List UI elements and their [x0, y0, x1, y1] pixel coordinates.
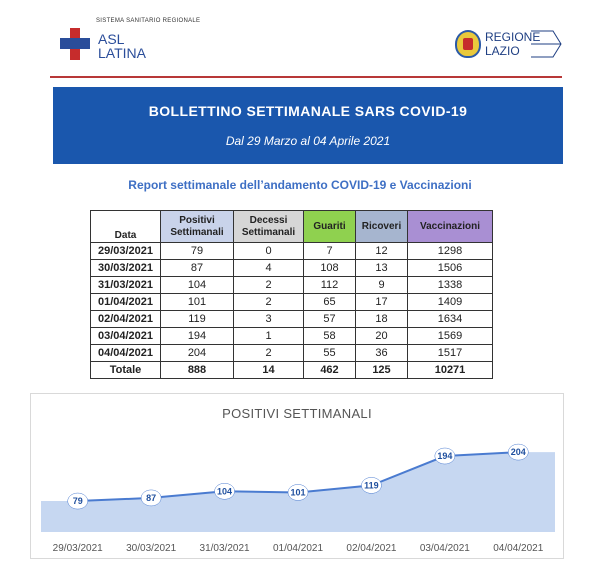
x-tick-label: 29/03/2021 [52, 543, 103, 554]
cell-positivi: 87 [161, 260, 234, 277]
asl-name-line2: LATINA [98, 45, 146, 61]
total-label: Totale [91, 362, 161, 379]
report-title: Report settimanale dell’andamento COVID-19 e Vaccinazioni [128, 178, 472, 192]
cell-guariti: 65 [304, 294, 356, 311]
total-positivi: 888 [161, 362, 234, 379]
asl-name [98, 32, 146, 60]
header-decessi: Decessi Settimanali [234, 211, 304, 243]
total-guariti: 462 [304, 362, 356, 379]
table-header-row [91, 211, 493, 243]
cell-ricoveri: 20 [356, 328, 408, 345]
lazio-stripes-icon [531, 28, 563, 60]
cell-ricoveri: 12 [356, 243, 408, 260]
cell-date: 02/04/2021 [91, 311, 161, 328]
lazio-emblem-icon [455, 30, 481, 58]
x-tick-label: 02/04/2021 [346, 543, 397, 554]
total-ricoveri: 125 [356, 362, 408, 379]
table-row [91, 260, 493, 277]
cell-decessi: 3 [234, 311, 304, 328]
table-total-row [91, 362, 493, 379]
banner-title: BOLLETTINO SETTIMANALE SARS COVID-19 [148, 103, 468, 119]
table-row [91, 294, 493, 311]
x-tick-label: 31/03/2021 [199, 543, 250, 554]
cell-vaccinazioni: 1569 [408, 328, 493, 345]
cell-date: 03/04/2021 [91, 328, 161, 345]
x-tick-label: 03/04/2021 [419, 543, 470, 554]
data-label: 104 [217, 486, 233, 497]
table-body [91, 243, 493, 362]
cell-ricoveri: 36 [356, 345, 408, 362]
data-label: 101 [290, 487, 306, 498]
header-guariti: Guariti [304, 211, 356, 243]
cell-vaccinazioni: 1634 [408, 311, 493, 328]
cell-guariti: 112 [304, 277, 356, 294]
cell-guariti: 57 [304, 311, 356, 328]
cell-decessi: 0 [234, 243, 304, 260]
asl-subtitle: SISTEMA SANITARIO REGIONALE [96, 18, 201, 24]
cell-ricoveri: 13 [356, 260, 408, 277]
cell-positivi: 101 [161, 294, 234, 311]
data-label: 79 [72, 496, 83, 507]
page-header [0, 0, 600, 80]
cell-decessi: 1 [234, 328, 304, 345]
data-label: 204 [510, 447, 526, 458]
cell-positivi: 104 [161, 277, 234, 294]
x-tick-label: 01/04/2021 [272, 543, 324, 554]
table-row [91, 328, 493, 345]
positivi-chart [31, 394, 565, 560]
lazio-text-line1: REGIONE [485, 30, 541, 44]
header-ricoveri: Ricoveri [356, 211, 408, 243]
header-divider [50, 76, 562, 78]
cell-date: 04/04/2021 [91, 345, 161, 362]
cell-vaccinazioni: 1298 [408, 243, 493, 260]
cell-decessi: 2 [234, 294, 304, 311]
cell-decessi: 2 [234, 277, 304, 294]
cell-date: 29/03/2021 [91, 243, 161, 260]
header-data: Data [91, 211, 161, 243]
cell-guariti: 108 [304, 260, 356, 277]
asl-name-line1: ASL [98, 31, 125, 47]
x-tick-label: 30/03/2021 [126, 543, 177, 554]
cell-date: 01/04/2021 [91, 294, 161, 311]
cell-guariti: 58 [304, 328, 356, 345]
weekly-data-table [90, 210, 493, 379]
cell-positivi: 119 [161, 311, 234, 328]
cell-ricoveri: 17 [356, 294, 408, 311]
positivi-chart-card [30, 393, 564, 559]
cell-decessi: 2 [234, 345, 304, 362]
cell-positivi: 79 [161, 243, 234, 260]
cell-date: 30/03/2021 [91, 260, 161, 277]
header-vaccinazioni: Vaccinazioni [408, 211, 493, 243]
cell-positivi: 204 [161, 345, 234, 362]
data-label: 194 [437, 451, 453, 462]
regione-lazio-logo [455, 28, 565, 64]
total-vaccinazioni: 10271 [408, 362, 493, 379]
table-row [91, 277, 493, 294]
cell-vaccinazioni: 1338 [408, 277, 493, 294]
data-label: 119 [364, 480, 379, 491]
cell-guariti: 7 [304, 243, 356, 260]
total-decessi: 14 [234, 362, 304, 379]
header-positivi: Positivi Settimanali [161, 211, 234, 243]
cell-vaccinazioni: 1506 [408, 260, 493, 277]
banner-subtitle: Dal 29 Marzo al 04 Aprile 2021 [225, 134, 391, 148]
cell-date: 31/03/2021 [91, 277, 161, 294]
data-label: 87 [146, 492, 157, 503]
table-row [91, 345, 493, 362]
table-row [91, 243, 493, 260]
cell-positivi: 194 [161, 328, 234, 345]
title-banner [53, 87, 563, 164]
lazio-text-line2: LAZIO [485, 44, 520, 58]
table-row [91, 311, 493, 328]
asl-cross-logo-icon [60, 28, 90, 60]
chart-title: POSITIVI SETTIMANALI [222, 406, 372, 421]
cell-vaccinazioni: 1409 [408, 294, 493, 311]
cell-decessi: 4 [234, 260, 304, 277]
cell-guariti: 55 [304, 345, 356, 362]
x-tick-label: 04/04/2021 [493, 543, 544, 554]
cell-ricoveri: 9 [356, 277, 408, 294]
cell-ricoveri: 18 [356, 311, 408, 328]
cell-vaccinazioni: 1517 [408, 345, 493, 362]
